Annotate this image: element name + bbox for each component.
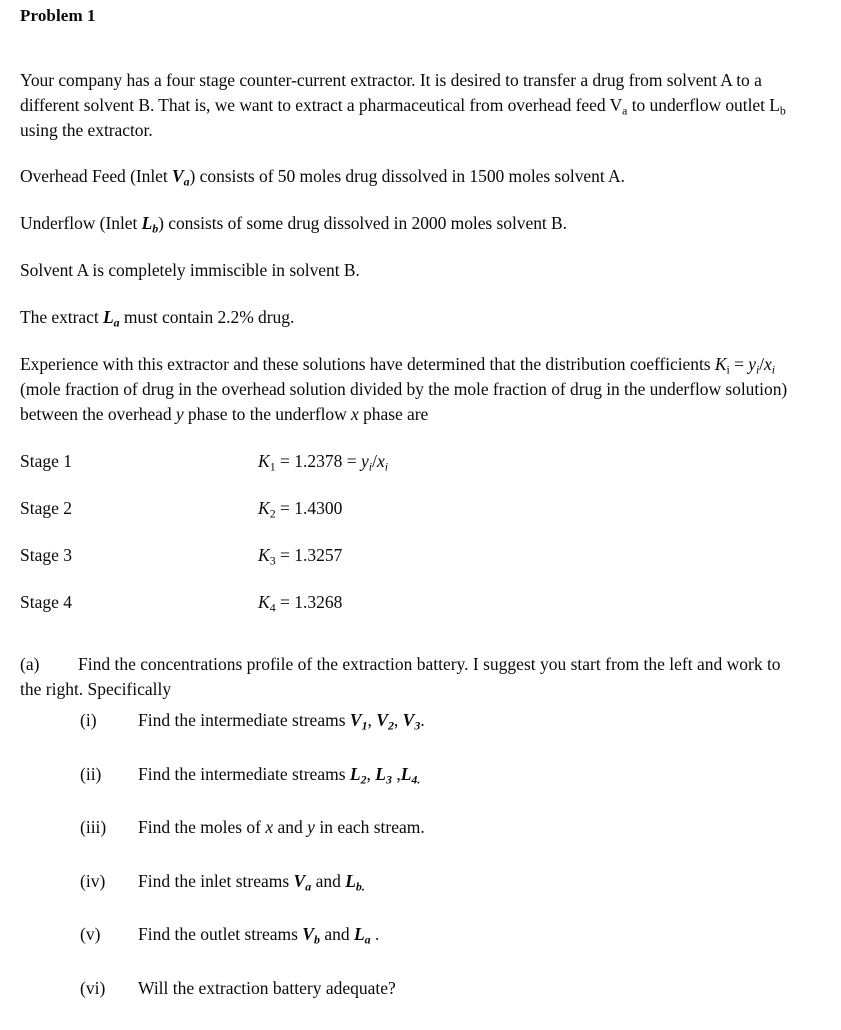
- variable-la-outlet: $L_a$: [354, 924, 371, 944]
- separator: ,: [368, 710, 377, 730]
- paragraph-extract-spec: [20, 305, 792, 330]
- variable-k3: $K_3$: [258, 545, 276, 565]
- list-item: [80, 977, 780, 1030]
- variable-k2: $K_2$: [258, 498, 276, 518]
- table-row: [20, 497, 520, 544]
- underflow-segment-1: Underflow (Inlet: [20, 213, 142, 233]
- variable-k1: $K_1$: [258, 451, 276, 471]
- intro-text-segment-2: to underflow outlet: [627, 95, 769, 115]
- separator: .: [371, 924, 380, 944]
- subitem-numeral: (iii): [80, 816, 138, 838]
- part-a-tag: (a): [20, 652, 78, 677]
- variable-lb-upright: $L_b$: [769, 95, 786, 115]
- separator: ,: [392, 764, 401, 784]
- overhead-feed-segment-1: Overhead Feed (Inlet: [20, 166, 172, 186]
- variable-va-inlet: $V_a$: [294, 871, 312, 891]
- conjunction: and: [320, 924, 354, 944]
- table-row: [20, 450, 520, 497]
- paragraph-overhead-feed: [20, 164, 792, 189]
- separator: .: [420, 710, 424, 730]
- variable-l4: $L_{4.}$: [401, 764, 421, 784]
- part-a-text: Find the concentrations profile of the extraction battery. I suggest you start from the left and work to the right. Specifically: [20, 654, 781, 699]
- separator: ,: [367, 764, 376, 784]
- extract-spec-segment-2: must contain 2.2% drug.: [120, 307, 295, 327]
- underflow-segment-2: ) consists of some drug dissolved in 2000 moles solvent B.: [158, 213, 567, 233]
- subitem-text: Will the extraction battery adequate?: [138, 978, 396, 998]
- table-row: [20, 544, 520, 591]
- experience-segment-4: phase are: [359, 404, 428, 424]
- stage-label: Stage 4: [20, 591, 72, 613]
- variable-x-phase: x: [351, 404, 359, 424]
- subitem-numeral: (v): [80, 923, 138, 945]
- table-row: [20, 591, 520, 638]
- subitem-numeral: (i): [80, 709, 138, 731]
- variable-yi-ratio: $y_i$: [361, 451, 372, 471]
- conjunction: and: [273, 817, 307, 837]
- subitem-text: Find the intermediate streams: [138, 764, 350, 784]
- variable-v2: $V_2$: [376, 710, 394, 730]
- stage-k-value: [258, 450, 388, 472]
- stage-label: Stage 2: [20, 497, 72, 519]
- subitem-text: Find the inlet streams: [138, 871, 294, 891]
- experience-segment-3: phase to the underflow: [184, 404, 351, 424]
- list-item: [80, 923, 780, 977]
- variable-va: $V_a$: [172, 166, 190, 186]
- stage-coefficient-table: [20, 450, 520, 638]
- stage-k-value: [258, 544, 342, 566]
- stage-label: Stage 1: [20, 450, 72, 472]
- variable-la: $L_a$: [103, 307, 120, 327]
- paragraph-experience: [20, 352, 805, 427]
- subitem-numeral: (ii): [80, 763, 138, 785]
- variable-l2: $L_2$: [350, 764, 367, 784]
- subitem-text: Find the intermediate streams: [138, 710, 350, 730]
- variable-va-upright: $V_a$: [610, 95, 628, 115]
- experience-segment-2: (mole fraction of drug in the overhead solution divided by the mole fraction of drug in the underflow solution) between the overhead: [20, 379, 787, 424]
- paragraph-immiscible: Solvent A is completely immiscible in solvent B.: [20, 258, 792, 283]
- question-part-a: [20, 652, 792, 702]
- list-item: [80, 816, 780, 870]
- variable-y-phase: y: [176, 404, 184, 424]
- extract-spec-segment-1: The extract: [20, 307, 103, 327]
- variable-yi: $y_i$: [748, 354, 759, 374]
- equals-sign: =: [730, 354, 748, 374]
- paragraph-intro: [20, 68, 792, 143]
- subitem-numeral: (vi): [80, 977, 138, 999]
- list-item: [80, 709, 780, 763]
- subitem-text: Find the outlet streams: [138, 924, 302, 944]
- variable-l3: $L_3$: [375, 764, 392, 784]
- stage-k-value: [258, 591, 342, 613]
- variable-lb: $L_b$: [142, 213, 159, 233]
- k4-numeric: = 1.3268: [276, 592, 343, 612]
- separator: ,: [394, 710, 403, 730]
- variable-ki: $K_i$: [715, 354, 730, 374]
- k2-numeric: = 1.4300: [276, 498, 343, 518]
- variable-vb-outlet: $V_b$: [302, 924, 320, 944]
- question-subitem-list: [80, 709, 780, 1030]
- intro-text-segment-1: Your company has a four stage counter-current extractor. It is desired to transfer a drug from solvent A to a different solvent B. That is, we want to extract a pharmaceutical from overhead feed: [20, 70, 762, 115]
- variable-v3: $V_3$: [403, 710, 421, 730]
- paragraph-underflow: [20, 211, 792, 236]
- variable-xi-ratio: $x_i$: [377, 451, 388, 471]
- k3-numeric: = 1.3257: [276, 545, 343, 565]
- subitem-text-tail: in each stream.: [315, 817, 425, 837]
- k1-numeric: = 1.2378 =: [276, 451, 361, 471]
- page-title: Problem 1: [20, 6, 96, 26]
- stage-k-value: [258, 497, 342, 519]
- variable-lb-inlet: $L_{b.}$: [345, 871, 365, 891]
- list-item: [80, 763, 780, 817]
- subitem-numeral: (iv): [80, 870, 138, 892]
- variable-x: x: [265, 817, 273, 837]
- variable-y: y: [307, 817, 315, 837]
- variable-v1: $V_1$: [350, 710, 368, 730]
- list-item: [80, 870, 780, 924]
- fraction-slash: /: [759, 354, 764, 374]
- variable-k4: $K_4$: [258, 592, 276, 612]
- experience-segment-1: Experience with this extractor and these solutions have determined that the distribution coefficients: [20, 354, 715, 374]
- intro-text-segment-3: using the extractor.: [20, 120, 153, 140]
- overhead-feed-segment-2: ) consists of 50 moles drug dissolved in 1500 moles solvent A.: [190, 166, 625, 186]
- subitem-text: Find the moles of: [138, 817, 265, 837]
- variable-xi: $x_i$: [764, 354, 775, 374]
- conjunction: and: [311, 871, 345, 891]
- stage-label: Stage 3: [20, 544, 72, 566]
- ratio-slash: /: [372, 451, 377, 471]
